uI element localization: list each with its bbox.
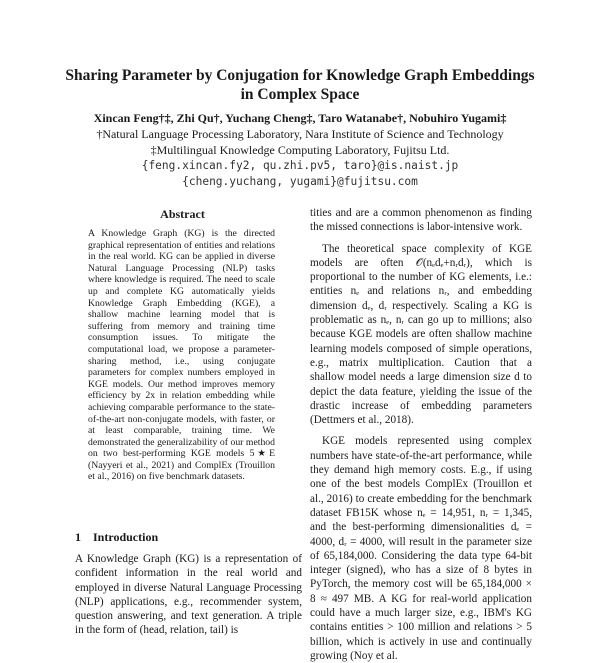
section-heading-introduction: [75, 530, 158, 545]
section-title: Introduction: [93, 530, 159, 544]
email-fujitsu: {cheng.yuchang, yugami}@fujitsu.com: [182, 175, 418, 188]
abstract-heading: Abstract: [160, 207, 205, 221]
affiliation-fujitsu: ‡Multilingual Knowledge Computing Laboratory, Fujitsu Ltd.: [150, 143, 450, 157]
email-naist: {feng.xincan.fy2, qu.zhi.pv5, taro}@is.naist.jp: [141, 159, 459, 172]
right-column: [310, 206, 532, 663]
abstract-text: A Knowledge Graph (KG) is the directed graphical representation of entities and relations in the real world. KG can be applied in diverse Natural Language Processing (NLP) tasks where knowledge is required. The need to scale up and complete KG automatically yields Knowledge Graph Embedding (KGE), a shallow machine learning model that is suffering from memory and training time consumption issues. To mitigate the computational load, we propose a parameter-sharing method, i.e., using conjugate parameters for complex numbers employed in KGE models. Our method improves memory efficiency by 2x in relation embedding while achieving comparable performance to the state-of-the-art non-conjugate models, with faster, or at least comparable, training time. We demonstrated the generalizability of our method on two best-performing KGE models 5★E (Nayyeri et al., 2021) and ComplEx (Trouillon et al., 2016) on five benchmark datasets.: [88, 228, 275, 483]
introduction-paragraph: A Knowledge Graph (KG) is a representation of confident information in the real world and employed in diverse Natural Language Processing (NLP) applications, e.g., recommender system, question answering, and text generation. A triple in the form of (head, relation, tail) is: [75, 553, 302, 637]
section-number: 1: [75, 530, 81, 544]
right-column-paragraph: tities and are a common phenomenon as finding the missed connections is labor-intensive work.: [310, 207, 532, 234]
paper-title: Sharing Parameter by Conjugation for Knowledge Graph Embeddings in Complex Space: [65, 67, 535, 103]
affiliation-nara: †Natural Language Processing Laboratory, Nara Institute of Science and Technology: [96, 127, 504, 141]
right-column-paragraph: The theoretical space complexity of KGE models are often 𝒪(nₑdₑ+nᵣdᵣ), which is proportional to the number of KG elements, i.e.: entities nₑ and relations nᵣ, and embedding dimension dₑ, dᵣ respectively. Scaling a KG is problematic as nₑ, nᵣ can go up to millions; also because KGE models are often shallow machine learning models composed of simple operations, e.g., matrix multiplication. Caution that a shallow model needs a large dimension size d to depict the data feature, yielding the issue of the drastic increase of embedding parameters (Dettmers et al., 2018).: [310, 242, 532, 427]
author-list: Xincan Feng†‡, Zhi Qu†, Yuchang Cheng‡, Taro Watanabe†, Nobuhiro Yugami‡: [93, 111, 507, 125]
right-column-paragraph: KGE models represented using complex numbers have state-of-the-art performance, while they demand high memory costs. E.g., if using one of the best models ComplEx (Trouillon et al., 2016) to create embedding for the benchmark dataset FB15K whose nₑ = 14,951, nᵣ = 1,345, and the best-performing dimensionalities dₑ = 4000, dᵣ = 4000, will result in the parameter size of 65,184,000. Considering the data type 64-bit integer (signed), who has a size of 8 bytes in PyTorch, the memory cost will be 65,184,000 × 8 ≈ 497 MB. A KG for real-world application could have a much larger size, e.g., IBM's KG contains entities > 100 million and relations > 5 billion, which is actively in use and continually growing (Noy et al.: [310, 435, 532, 662]
